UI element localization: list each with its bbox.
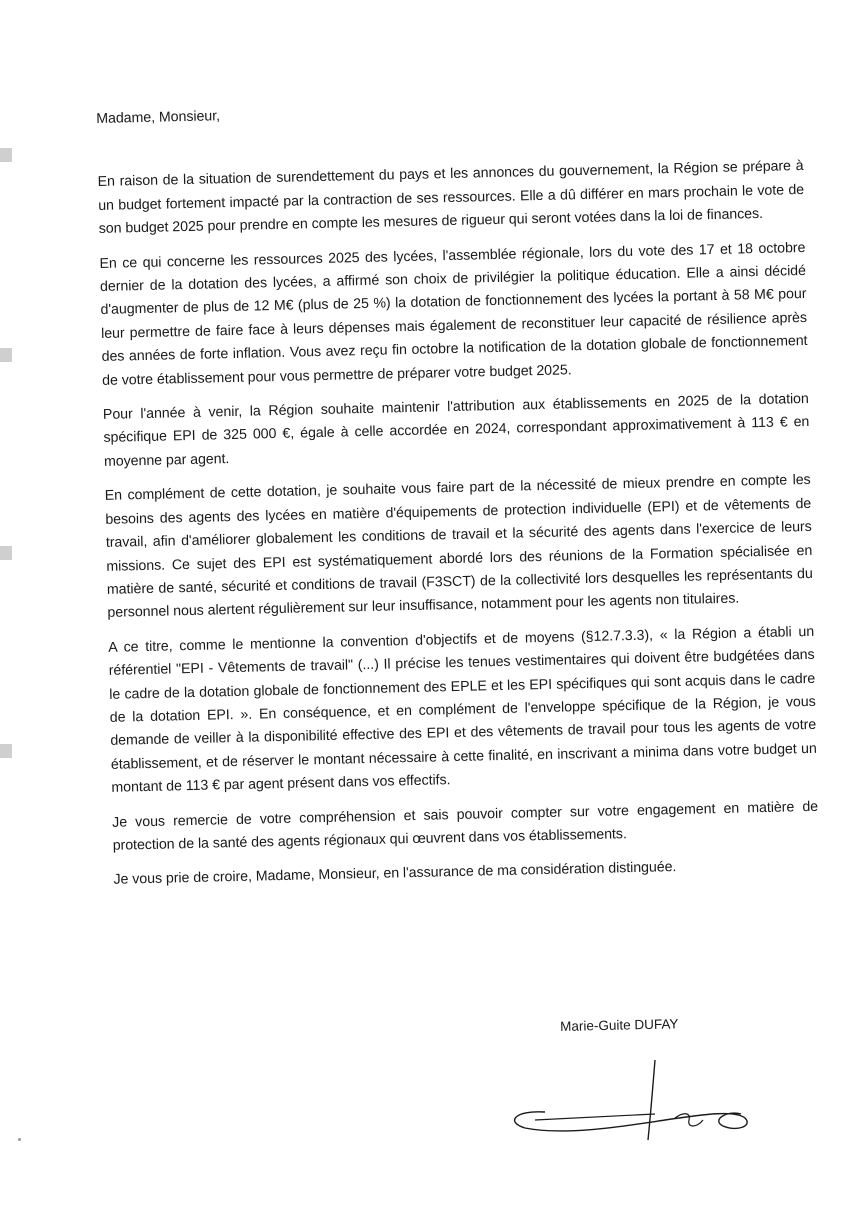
- paragraph-convention: A ce titre, comme le mentionne la convention d'objectifs et de moyens (§12.7.3.3), « la Région a établi un référentiel "EPI - Vêtements de travail" (...) Il précise les tenues vestimentaires qui doivent être budgétées dans le cadre de la dotation globale de fonctionnement des EPLE et les EPI spécifiques qui sont acquis dans le cadre de la dotation EPI. ». En conséquence, et en complément de l'enveloppe spécifique de la Région, je vous demande de veiller à la disponibilité effective des EPI et des vêtements de travail pour tous les agents de votre établissement, et de réserver le montant nécessaire à cette finalité, en inscrivant a minima dans votre budget un montant de 113 € par agent présent dans vos effectifs.: [108, 623, 817, 796]
- paragraph-resources: En ce qui concerne les ressources 2025 des lycées, l'assemblée régionale, lors du vote des 17 et 18 octobre dernier de la dotation des lycées, a affirmé son choix de privilégier la politique éducation. Elle a ainsi décidé d'augmenter de plus de 12 M€ (plus de 25 %) la dotation de fonctionnement des lycées la portant à 58 M€ pour leur permettre de faire face à leurs dépenses mais également de reconstituer leur capacité de résilience après des années de forte inflation. Vous avez reçu fin octobre la notification de la dotation globale de fonctionnement de votre établissement pour vous permettre de préparer votre budget 2025.: [99, 239, 808, 389]
- paragraph-closing: Je vous prie de croire, Madame, Monsieur, en l'assurance de ma considération distinguée.: [113, 859, 677, 889]
- handwritten-signature: [505, 1040, 765, 1150]
- paragraph-epi-dotation: Pour l'année à venir, la Région souhaite maintenir l'attribution aux établissements en 2025 de la dotation spécifique EPI de 325 000 €, égale à celle accordée en 2024, correspondant approximativement à 113 € en moyenne par agent.: [102, 390, 810, 470]
- paragraph-needs: En complément de cette dotation, je souhaite vous faire part de la nécessité de mieux prendre en compte les besoins des agents des lycées en matière d'équipements de protection individuelle (EPI) et de vêtements de travail, afin d'améliorer globalement les conditions de travail et la sécurité des agents dans l'exercice de leurs missions. Ce sujet des EPI est systématiquement abordé lors des réunions de la Formation spécialisée en matière de santé, sécurité et conditions de travail (F3SCT) de la collectivité lors desquelles les représentants du personnel nous alertent régulièrement sur leur insuffisance, notamment pour les agents non titulaires.: [104, 472, 813, 622]
- greeting: Madame, Monsieur,: [96, 108, 221, 127]
- signature-block: [560, 1013, 760, 1036]
- scan-artifact: [0, 348, 12, 362]
- scan-artifact: [0, 546, 12, 560]
- scan-dot: [18, 1138, 21, 1141]
- signer-name: Marie-Guite DUFAY: [560, 1016, 679, 1034]
- letter-body: [96, 92, 820, 904]
- paragraph-context: En raison de la situation de surendettement du pays et les annonces du gouvernement, la Région se prépare à un budget fortement impacté par la contraction de ses ressources. Elle a dû différer en mars prochain le vote de son budget 2025 pour prendre en compte les mesures de rigueur qui seront votées dans la loi de finances.: [97, 158, 805, 238]
- scan-artifact: [0, 148, 12, 162]
- paragraph-thanks: Je vous remercie de votre compréhension et sais pouvoir compter sur votre engagement en matière de protection de la santé des agents régionaux qui œuvrent dans vos établissements.: [112, 798, 819, 854]
- scan-artifact: [0, 744, 12, 758]
